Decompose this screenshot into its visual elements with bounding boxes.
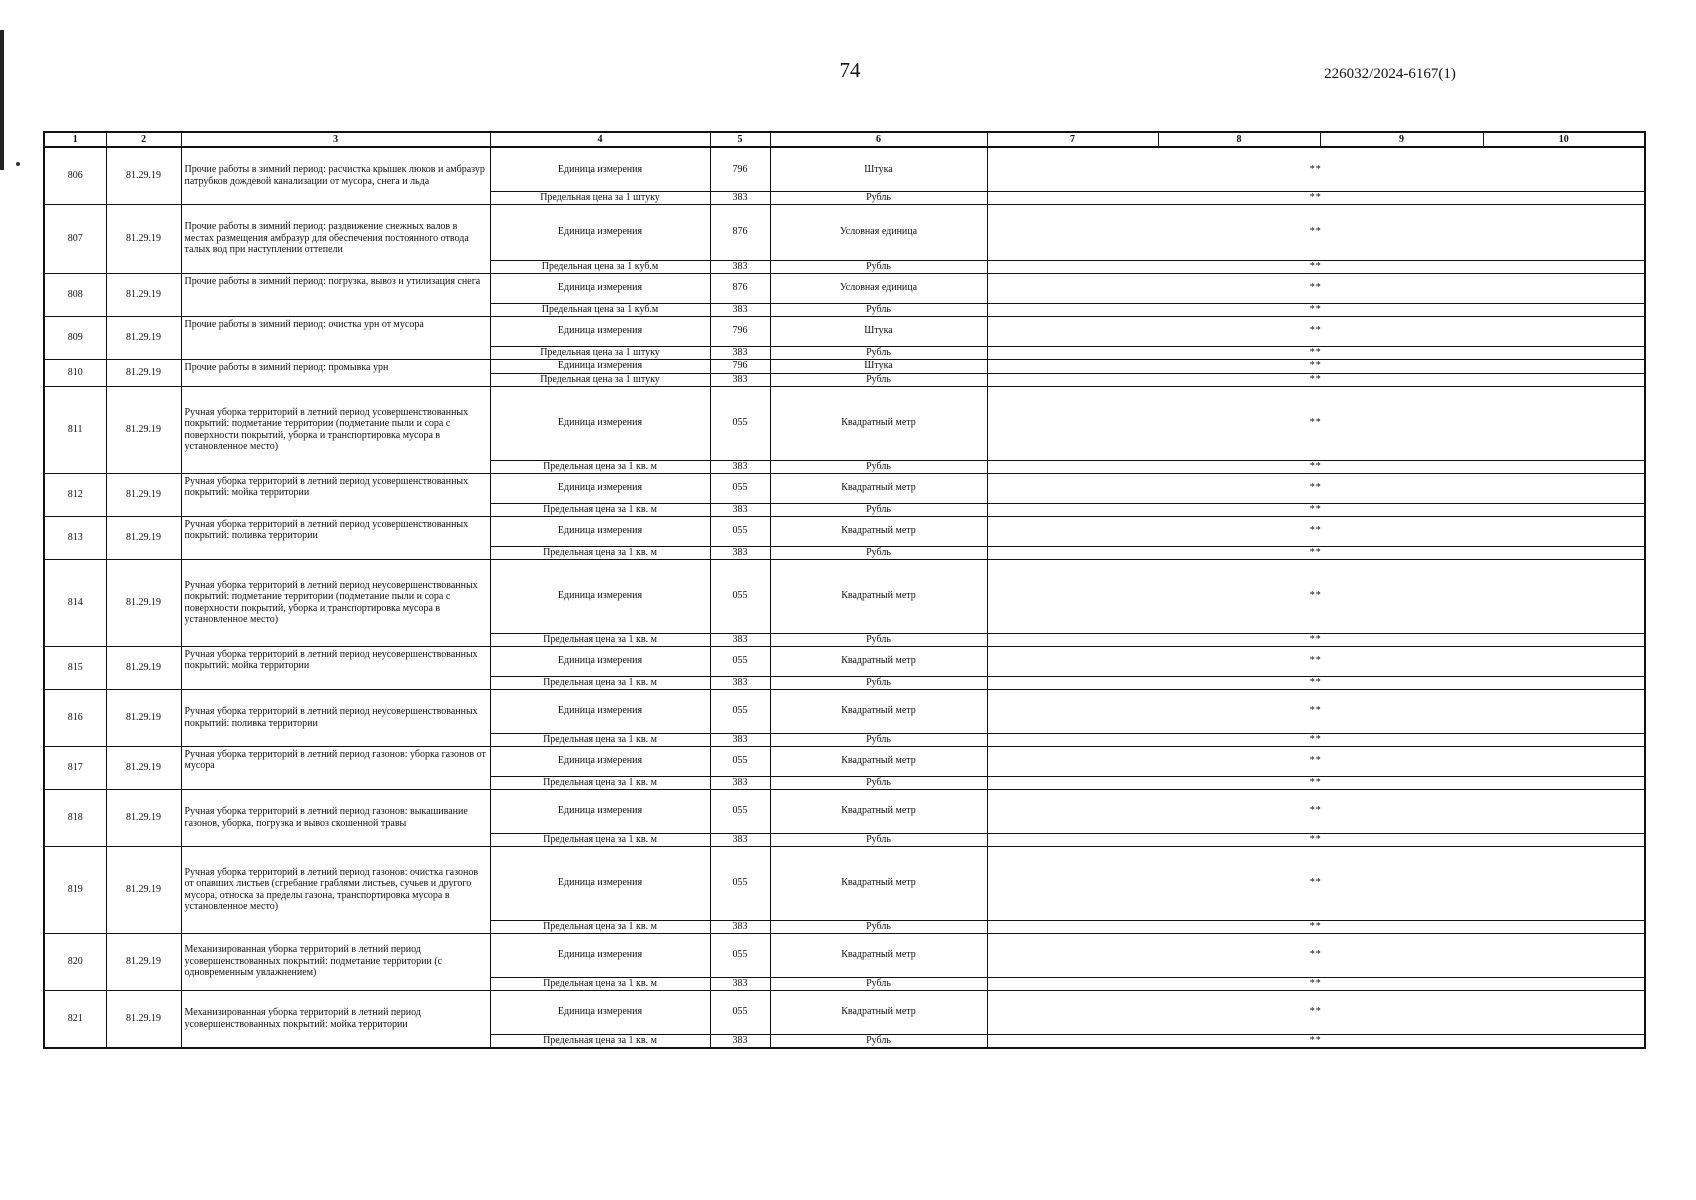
price-values: ** (987, 833, 1645, 846)
table-row (44, 473, 1645, 503)
unit-code: 796 (710, 147, 770, 191)
price-currency: Рубль (770, 546, 987, 559)
price-values: ** (987, 1034, 1645, 1048)
unit-name: Условная единица (770, 273, 987, 303)
unit-values: ** (987, 990, 1645, 1034)
unit-code: 055 (710, 473, 770, 503)
price-code: 383 (710, 776, 770, 789)
item-description: Механизированная уборка территорий в летний период усовершенствованных покрытий: подметание территории (с одновременным увлажнением) (181, 933, 490, 990)
price-currency: Рубль (770, 373, 987, 386)
row-number: 810 (44, 359, 106, 386)
unit-label: Единица измерения (490, 473, 710, 503)
price-currency: Рубль (770, 977, 987, 990)
price-values: ** (987, 920, 1645, 933)
item-description: Ручная уборка территорий в летний период газонов: уборка газонов от мусора (181, 746, 490, 789)
price-values: ** (987, 676, 1645, 689)
unit-label: Единица измерения (490, 559, 710, 633)
row-number: 820 (44, 933, 106, 990)
price-label: Предельная цена за 1 куб.м (490, 303, 710, 316)
unit-code: 796 (710, 359, 770, 373)
unit-name: Квадратный метр (770, 789, 987, 833)
item-description: Ручная уборка территорий в летний период неусовершенствованных покрытий: поливка территории (181, 689, 490, 746)
unit-label: Единица измерения (490, 386, 710, 460)
item-description: Ручная уборка территорий в летний период газонов: выкашивание газонов, уборка, погрузка и вывоз скошенной травы (181, 789, 490, 846)
unit-label: Единица измерения (490, 933, 710, 977)
unit-code: 055 (710, 386, 770, 460)
item-description: Ручная уборка территорий в летний период усовершенствованных покрытий: мойка территории (181, 473, 490, 516)
okpd-code: 81.29.19 (106, 746, 181, 789)
price-currency: Рубль (770, 1034, 987, 1048)
unit-name: Квадратный метр (770, 516, 987, 546)
row-number: 814 (44, 559, 106, 646)
unit-code: 055 (710, 933, 770, 977)
price-label: Предельная цена за 1 кв. м (490, 977, 710, 990)
column-header-8: 8 (1158, 132, 1320, 147)
unit-code: 055 (710, 746, 770, 776)
price-code: 383 (710, 191, 770, 204)
table-row (44, 316, 1645, 346)
item-description: Прочие работы в зимний период: раздвижение снежных валов в местах размещения амбразур для обеспечения постоянного отвода талых вод при наступлении оттепели (181, 204, 490, 273)
price-currency: Рубль (770, 346, 987, 359)
price-values: ** (987, 373, 1645, 386)
unit-label: Единица измерения (490, 273, 710, 303)
okpd-code: 81.29.19 (106, 473, 181, 516)
okpd-code: 81.29.19 (106, 990, 181, 1048)
price-label: Предельная цена за 1 кв. м (490, 676, 710, 689)
price-code: 383 (710, 1034, 770, 1048)
okpd-code: 81.29.19 (106, 204, 181, 273)
unit-name: Квадратный метр (770, 559, 987, 633)
unit-label: Единица измерения (490, 316, 710, 346)
table-row (44, 933, 1645, 977)
unit-values: ** (987, 359, 1645, 373)
price-code: 383 (710, 676, 770, 689)
column-header-2: 2 (106, 132, 181, 147)
unit-values: ** (987, 646, 1645, 676)
unit-name: Квадратный метр (770, 386, 987, 460)
price-code: 383 (710, 460, 770, 473)
unit-code: 055 (710, 789, 770, 833)
price-currency: Рубль (770, 733, 987, 746)
table-header (44, 132, 1645, 147)
price-code: 383 (710, 373, 770, 386)
okpd-code: 81.29.19 (106, 316, 181, 359)
row-number: 813 (44, 516, 106, 559)
item-description: Прочие работы в зимний период: погрузка, вывоз и утилизация снега (181, 273, 490, 316)
price-values: ** (987, 977, 1645, 990)
price-label: Предельная цена за 1 кв. м (490, 1034, 710, 1048)
table-row (44, 789, 1645, 833)
column-header-4: 4 (490, 132, 710, 147)
row-number: 812 (44, 473, 106, 516)
price-code: 383 (710, 977, 770, 990)
table-row (44, 746, 1645, 776)
table-row (44, 273, 1645, 303)
price-label: Предельная цена за 1 кв. м (490, 460, 710, 473)
unit-label: Единица измерения (490, 516, 710, 546)
price-code: 383 (710, 920, 770, 933)
column-header-9: 9 (1320, 132, 1483, 147)
row-number: 818 (44, 789, 106, 846)
unit-code: 055 (710, 689, 770, 733)
unit-code: 055 (710, 559, 770, 633)
price-values: ** (987, 776, 1645, 789)
row-number: 815 (44, 646, 106, 689)
column-header-5: 5 (710, 132, 770, 147)
price-label: Предельная цена за 1 кв. м (490, 776, 710, 789)
item-description: Прочие работы в зимний период: промывка урн (181, 359, 490, 386)
unit-label: Единица измерения (490, 990, 710, 1034)
table-row (44, 646, 1645, 676)
okpd-code: 81.29.19 (106, 516, 181, 559)
unit-name: Условная единица (770, 204, 987, 260)
unit-values: ** (987, 746, 1645, 776)
unit-values: ** (987, 846, 1645, 920)
table-row (44, 516, 1645, 546)
price-label: Предельная цена за 1 кв. м (490, 546, 710, 559)
unit-code: 876 (710, 204, 770, 260)
unit-name: Квадратный метр (770, 646, 987, 676)
unit-values: ** (987, 933, 1645, 977)
table-body (44, 147, 1645, 1048)
unit-values: ** (987, 316, 1645, 346)
row-number: 806 (44, 147, 106, 204)
item-description: Механизированная уборка территорий в летний период усовершенствованных покрытий: мойка территории (181, 990, 490, 1048)
table-row (44, 846, 1645, 920)
unit-name: Штука (770, 147, 987, 191)
column-header-1: 1 (44, 132, 106, 147)
page-number: 74 (839, 58, 861, 82)
price-code: 383 (710, 346, 770, 359)
item-description: Ручная уборка территорий в летний период газонов: очистка газонов от опавших листьев (сгребание граблями листьев, сучьев и другого мусора, относка за пределы газона, транспортировка мусора в установленное место) (181, 846, 490, 933)
unit-label: Единица измерения (490, 689, 710, 733)
unit-code: 055 (710, 646, 770, 676)
price-values: ** (987, 346, 1645, 359)
unit-name: Квадратный метр (770, 746, 987, 776)
price-label: Предельная цена за 1 штуку (490, 373, 710, 386)
item-description: Прочие работы в зимний период: очистка урн от мусора (181, 316, 490, 359)
row-number: 819 (44, 846, 106, 933)
okpd-code: 81.29.19 (106, 789, 181, 846)
document-number: 226032/2024-6167(1) (1324, 66, 1456, 82)
price-values: ** (987, 633, 1645, 646)
price-code: 383 (710, 546, 770, 559)
price-values: ** (987, 460, 1645, 473)
price-values: ** (987, 260, 1645, 273)
unit-name: Квадратный метр (770, 473, 987, 503)
price-label: Предельная цена за 1 кв. м (490, 920, 710, 933)
price-code: 383 (710, 303, 770, 316)
unit-label: Единица измерения (490, 147, 710, 191)
unit-name: Квадратный метр (770, 846, 987, 920)
unit-name: Штука (770, 316, 987, 346)
table-row (44, 386, 1645, 460)
unit-label: Единица измерения (490, 746, 710, 776)
price-currency: Рубль (770, 633, 987, 646)
unit-values: ** (987, 789, 1645, 833)
price-code: 383 (710, 833, 770, 846)
price-currency: Рубль (770, 503, 987, 516)
unit-code: 055 (710, 846, 770, 920)
unit-values: ** (987, 516, 1645, 546)
unit-values: ** (987, 473, 1645, 503)
price-currency: Рубль (770, 676, 987, 689)
price-code: 383 (710, 260, 770, 273)
price-label: Предельная цена за 1 штуку (490, 346, 710, 359)
okpd-code: 81.29.19 (106, 559, 181, 646)
price-code: 383 (710, 503, 770, 516)
price-currency: Рубль (770, 191, 987, 204)
unit-name: Квадратный метр (770, 933, 987, 977)
scan-edge-mark (0, 30, 4, 170)
price-values: ** (987, 733, 1645, 746)
okpd-code: 81.29.19 (106, 273, 181, 316)
unit-values: ** (987, 147, 1645, 191)
unit-code: 055 (710, 990, 770, 1034)
unit-name: Квадратный метр (770, 689, 987, 733)
price-currency: Рубль (770, 776, 987, 789)
price-label: Предельная цена за 1 кв. м (490, 633, 710, 646)
price-values: ** (987, 546, 1645, 559)
price-currency: Рубль (770, 920, 987, 933)
unit-label: Единица измерения (490, 646, 710, 676)
unit-values: ** (987, 559, 1645, 633)
unit-code: 796 (710, 316, 770, 346)
price-label: Предельная цена за 1 кв. м (490, 503, 710, 516)
price-label: Предельная цена за 1 штуку (490, 191, 710, 204)
price-values: ** (987, 503, 1645, 516)
price-currency: Рубль (770, 460, 987, 473)
row-number: 816 (44, 689, 106, 746)
row-number: 808 (44, 273, 106, 316)
okpd-code: 81.29.19 (106, 147, 181, 204)
price-currency: Рубль (770, 303, 987, 316)
column-header-7: 7 (987, 132, 1158, 147)
okpd-code: 81.29.19 (106, 689, 181, 746)
price-label: Предельная цена за 1 кв. м (490, 833, 710, 846)
okpd-code: 81.29.19 (106, 933, 181, 990)
unit-label: Единица измерения (490, 846, 710, 920)
unit-label: Единица измерения (490, 789, 710, 833)
table-row (44, 559, 1645, 633)
item-description: Ручная уборка территорий в летний период усовершенствованных покрытий: подметание территории (подметание пыли и сора с поверхности покрытий, уборка и транспортировка мусора в установленное место) (181, 386, 490, 473)
scan-dot-mark (16, 162, 20, 166)
price-values: ** (987, 303, 1645, 316)
price-code: 383 (710, 733, 770, 746)
unit-name: Квадратный метр (770, 990, 987, 1034)
price-table (43, 131, 1646, 1049)
table-row (44, 204, 1645, 260)
column-header-3: 3 (181, 132, 490, 147)
column-header-10: 10 (1483, 132, 1645, 147)
okpd-code: 81.29.19 (106, 386, 181, 473)
price-code: 383 (710, 633, 770, 646)
price-label: Предельная цена за 1 куб.м (490, 260, 710, 273)
okpd-code: 81.29.19 (106, 359, 181, 386)
row-number: 811 (44, 386, 106, 473)
unit-values: ** (987, 689, 1645, 733)
price-values: ** (987, 191, 1645, 204)
price-currency: Рубль (770, 260, 987, 273)
item-description: Прочие работы в зимний период: расчистка крышек люков и амбразур патрубков дождевой канализации от мусора, снега и льда (181, 147, 490, 204)
unit-code: 055 (710, 516, 770, 546)
item-description: Ручная уборка территорий в летний период усовершенствованных покрытий: поливка территории (181, 516, 490, 559)
table-row (44, 689, 1645, 733)
row-number: 821 (44, 990, 106, 1048)
unit-values: ** (987, 386, 1645, 460)
unit-name: Штука (770, 359, 987, 373)
row-number: 809 (44, 316, 106, 359)
unit-values: ** (987, 204, 1645, 260)
table-row (44, 359, 1645, 373)
unit-values: ** (987, 273, 1645, 303)
okpd-code: 81.29.19 (106, 646, 181, 689)
row-number: 817 (44, 746, 106, 789)
row-number: 807 (44, 204, 106, 273)
table-row (44, 990, 1645, 1034)
item-description: Ручная уборка территорий в летний период неусовершенствованных покрытий: подметание территории (подметание пыли и сора с поверхности покрытий, уборка и транспортировка мусора в установленное место) (181, 559, 490, 646)
table-row (44, 147, 1645, 191)
price-currency: Рубль (770, 833, 987, 846)
unit-code: 876 (710, 273, 770, 303)
column-header-6: 6 (770, 132, 987, 147)
price-label: Предельная цена за 1 кв. м (490, 733, 710, 746)
okpd-code: 81.29.19 (106, 846, 181, 933)
item-description: Ручная уборка территорий в летний период неусовершенствованных покрытий: мойка территории (181, 646, 490, 689)
unit-label: Единица измерения (490, 204, 710, 260)
unit-label: Единица измерения (490, 359, 710, 373)
